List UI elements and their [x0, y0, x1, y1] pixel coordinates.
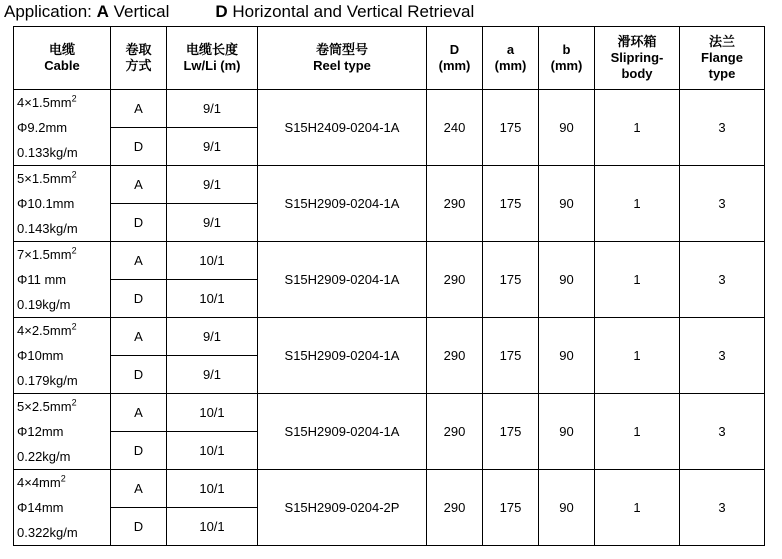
slipring-cell: 1: [595, 90, 680, 166]
length-a-cell: 9/1: [167, 166, 258, 204]
header-reel: 卷筒型号 Reel type: [258, 27, 427, 90]
caption-a-code: A: [96, 2, 109, 21]
header-D: D (mm): [427, 27, 483, 90]
caption-a-text: Vertical: [108, 2, 170, 21]
cable-cell: $5\times 2.5mm^2$ Φ12mm 0.22kg/m: [14, 394, 111, 470]
a-cell: 175: [483, 90, 539, 166]
header-cable: 电缆 Cable: [14, 27, 111, 90]
mode-d-cell: D: [111, 508, 167, 546]
reel-type-cell: S15H2909-0204-1A: [258, 394, 427, 470]
caption-d-code: D: [215, 2, 228, 21]
cable-cell: $4\times 2.5mm^2$ Φ10mm 0.179kg/m: [14, 318, 111, 394]
table-row: [14, 166, 765, 204]
header-flange: 法兰 Flange type: [680, 27, 765, 90]
b-cell: 90: [539, 166, 595, 242]
mode-d-cell: D: [111, 128, 167, 166]
slipring-cell: 1: [595, 242, 680, 318]
mode-a-cell: A: [111, 394, 167, 432]
flange-cell: 3: [680, 470, 765, 546]
reel-spec-table: [13, 26, 765, 546]
b-cell: 90: [539, 90, 595, 166]
caption-d-text: Horizontal and Vertical Retrieval: [227, 2, 475, 21]
reel-type-cell: S15H2909-0204-1A: [258, 318, 427, 394]
table-row: [14, 470, 765, 508]
header-b: b (mm): [539, 27, 595, 90]
b-cell: 90: [539, 394, 595, 470]
flange-cell: 3: [680, 166, 765, 242]
header-slipring: 滑环箱 Slipring- body: [595, 27, 680, 90]
mode-a-cell: A: [111, 90, 167, 128]
mode-d-cell: D: [111, 432, 167, 470]
reel-type-cell: S15H2909-0204-2P: [258, 470, 427, 546]
table-row: [14, 242, 765, 280]
reel-type-cell: S15H2409-0204-1A: [258, 90, 427, 166]
d-cell: 290: [427, 394, 483, 470]
cable-cell: $7\times 1.5mm^2$ Φ11 mm 0.19kg/m: [14, 242, 111, 318]
length-a-cell: 9/1: [167, 318, 258, 356]
length-d-cell: 10/1: [167, 508, 258, 546]
mode-a-cell: A: [111, 166, 167, 204]
header-a: a (mm): [483, 27, 539, 90]
application-caption: [4, 2, 474, 22]
mode-d-cell: D: [111, 280, 167, 318]
table-row: [14, 90, 765, 128]
d-cell: 290: [427, 242, 483, 318]
length-a-cell: 10/1: [167, 242, 258, 280]
a-cell: 175: [483, 470, 539, 546]
caption-prefix: Application:: [4, 2, 97, 21]
flange-cell: 3: [680, 394, 765, 470]
mode-d-cell: D: [111, 356, 167, 394]
b-cell: 90: [539, 242, 595, 318]
mode-d-cell: D: [111, 204, 167, 242]
b-cell: 90: [539, 470, 595, 546]
cable-cell: $4\times 4mm^2$ Φ14mm 0.322kg/m: [14, 470, 111, 546]
d-cell: 290: [427, 318, 483, 394]
flange-cell: 3: [680, 242, 765, 318]
mode-a-cell: A: [111, 470, 167, 508]
length-a-cell: 9/1: [167, 90, 258, 128]
header-row: [14, 27, 765, 90]
d-cell: 290: [427, 470, 483, 546]
length-d-cell: 9/1: [167, 128, 258, 166]
slipring-cell: 1: [595, 166, 680, 242]
d-cell: 240: [427, 90, 483, 166]
d-cell: 290: [427, 166, 483, 242]
length-d-cell: 10/1: [167, 280, 258, 318]
reel-type-cell: S15H2909-0204-1A: [258, 242, 427, 318]
header-length: 电缆长度 Lw/Li (m): [167, 27, 258, 90]
a-cell: 175: [483, 394, 539, 470]
length-d-cell: 9/1: [167, 204, 258, 242]
reel-type-cell: S15H2909-0204-1A: [258, 166, 427, 242]
a-cell: 175: [483, 242, 539, 318]
cable-cell: $5\times 1.5mm^2$ Φ10.1mm 0.143kg/m: [14, 166, 111, 242]
mode-a-cell: A: [111, 242, 167, 280]
b-cell: 90: [539, 318, 595, 394]
table-row: [14, 318, 765, 356]
mode-a-cell: A: [111, 318, 167, 356]
cable-cell: $4\times 1.5mm^2$ Φ9.2mm 0.133kg/m: [14, 90, 111, 166]
length-a-cell: 10/1: [167, 470, 258, 508]
a-cell: 175: [483, 166, 539, 242]
slipring-cell: 1: [595, 318, 680, 394]
length-a-cell: 10/1: [167, 394, 258, 432]
slipring-cell: 1: [595, 470, 680, 546]
flange-cell: 3: [680, 318, 765, 394]
table-row: [14, 394, 765, 432]
length-d-cell: 9/1: [167, 356, 258, 394]
length-d-cell: 10/1: [167, 432, 258, 470]
slipring-cell: 1: [595, 394, 680, 470]
a-cell: 175: [483, 318, 539, 394]
header-mode: 卷取 方式: [111, 27, 167, 90]
flange-cell: 3: [680, 90, 765, 166]
